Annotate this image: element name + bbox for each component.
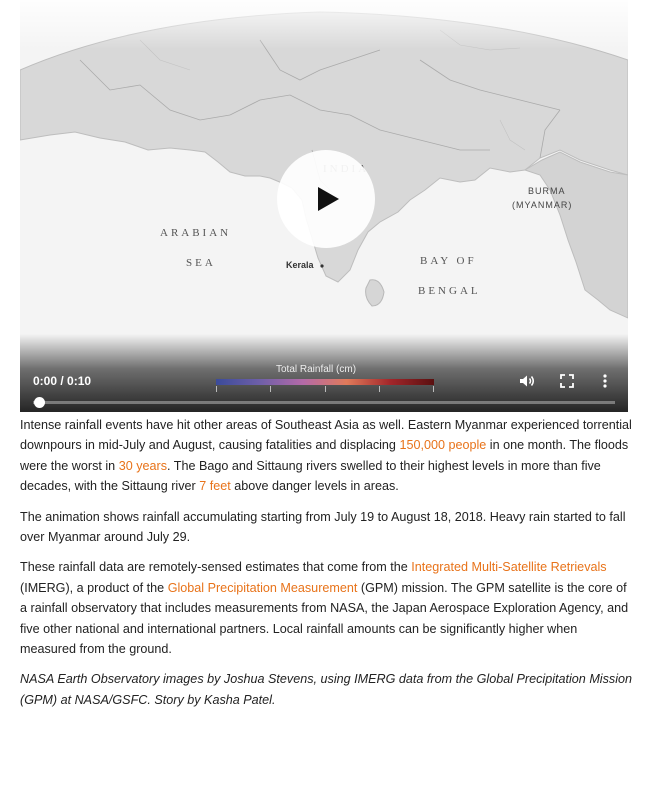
paragraph-2: The animation shows rainfall accumulating starting from July 19 to August 18, 2018. Heavy rain started to fall over Myanmar around July 29. [20,509,626,545]
video-controls [20,334,628,412]
paragraph-1 [20,415,632,497]
text: . The Bago and Sittaung rivers swelled to their highest levels in more than five decades, with the Sittaung river [20,458,601,494]
image-credit: NASA Earth Observatory images by Joshua Stevens, using IMERG data from the Global Precipitation Mission (GPM) at NASA/GSFC. Story by Kasha Patel. [20,672,633,707]
time-display: 0:00 / 0:10 [33,374,92,388]
text: These rainfall data are remotely-sensed estimates that come from the [20,560,412,575]
text: (GPM) mission. The GPM satellite is the core of a rainfall observatory that includes measurements from NASA, the Japan Aerospace Exploration Agency, and five other national and international partners. Local rainfall amounts can be significantly higher when measured from the ground. [20,580,629,657]
text: (IMERG), a product of the [20,580,168,595]
link-7-feet[interactable]: 7 feet [199,479,231,494]
paragraph-3 [20,557,632,659]
legend-title: Total Rainfall (cm) [276,364,357,375]
link-gpm[interactable]: Global Precipitation Measurement [167,580,358,595]
text: above danger levels in areas. [230,479,399,494]
fullscreen-button[interactable] [558,372,576,390]
legend-ticks [216,386,434,398]
link-imerg[interactable]: Integrated Multi-Satellite Retrievals [411,560,607,575]
volume-icon [518,372,536,390]
progress-scrubber[interactable] [34,397,45,408]
text: in one month. The floods were the worst in [20,438,629,473]
play-icon [277,150,375,248]
fullscreen-icon [558,372,576,390]
progress-bar[interactable] [33,401,615,404]
video-player[interactable] [20,0,628,412]
link-30-years[interactable]: 30 years [118,458,168,473]
article-body [20,415,632,720]
more-vertical-icon [596,372,614,390]
play-button[interactable] [277,150,375,248]
volume-button[interactable] [518,372,536,390]
more-options-button[interactable] [596,372,614,390]
text: Intense rainfall events have hit other areas of Southeast Asia as well. Eastern Myanmar experienced torrential downpours in mid-July and August, causing fatalities and displacing [20,418,632,453]
link-150000-people[interactable]: 150,000 people [399,438,487,453]
rainfall-legend-bar [216,379,434,385]
